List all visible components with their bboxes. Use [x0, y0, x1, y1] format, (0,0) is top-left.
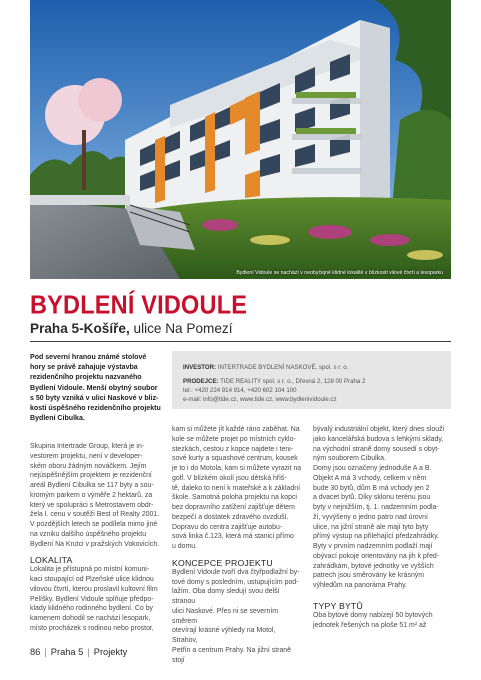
text-line: ží, vyvýšeny o jedno patro nad úrovní [313, 513, 428, 521]
text-line: je to i do Motola, kam si můžete vyrazit na [172, 465, 302, 472]
text-line: areál Bydlení Cibulka se 117 byty a sou- [30, 482, 154, 489]
text-line: Petřín a centrum Prahy. Na jižní straně stojí [172, 646, 292, 664]
text-line: u domu. [172, 543, 198, 550]
column-2 [172, 425, 302, 665]
section-heading-koncepce: KONCEPCE PROJEKTU [172, 557, 273, 568]
phone-line: tel.: +420 224 914 914, +420 602 104 100 [183, 387, 297, 394]
text-line: klady klidného rodinného bydlení. Co by [30, 605, 154, 613]
hero-photo [30, 0, 451, 279]
footer-separator: | [44, 647, 47, 657]
text-line: Objekt A má 3 vchody, celkem v něm [313, 474, 427, 482]
text-line: zahrádkám, bytové jednotky ve vyšších [313, 562, 434, 570]
text-line: žela I. cenu v soutěži Best of Realty 2001. [30, 511, 160, 519]
sales-label: PRODEJCE: [183, 378, 219, 385]
text-line: ným souborem Cibulka. [313, 455, 386, 463]
text-line: vilovou čtvrtí, kterou proslavil kultovní film [30, 585, 158, 593]
text-line: obývací pokoje orientovány na jih k před- [313, 552, 440, 560]
text-line: tové domy s posledním, ustupujícím pod- [172, 578, 299, 586]
lead-line: rezidenčního projektu nazvaného [30, 374, 142, 382]
text-line: Pelíšky. Bydlení Vidoule splňuje předpo- [30, 595, 154, 603]
paragraph-intro [30, 442, 172, 549]
lead-line: s 50 byty vzniká v ulici Naskové v bliz- [30, 394, 159, 402]
article-subtitle [30, 316, 451, 342]
sales-value: TIDE REALITY spol. s r. o., Dřevná 2, 128 00 Praha 2 [218, 378, 366, 385]
text-line: kole se můžete projet po místních cyklo- [172, 435, 296, 443]
text-line: V pozdějších letech se podílela mimo jiné [30, 521, 158, 528]
investor-value: INTERTRADE BYDLENÍ NASKOVÉ, spol. s r. o. [216, 364, 349, 371]
text-line: a dvacet bytů. Díky sklonu terénu jsou [313, 494, 431, 502]
text-line: Bydlení Na Krutci v pražských Vokovicích. [30, 540, 160, 548]
investor-label: INVESTOR: [183, 364, 217, 371]
text-line: na východní straně domy sousedí s obyt- [313, 445, 440, 453]
text-line: Byty v prvním nadzemním podlaží mají [313, 543, 433, 550]
text-line: ulice, na jižní straně ale mají tyto byty [313, 523, 429, 531]
text-line: sová linka č.123, která má stanici přímo [172, 533, 294, 541]
text-line: škole. Samotná poloha projektu na kopci [172, 494, 297, 502]
text-line: bez dopravního zatížení zajišťuje dětem [172, 504, 295, 511]
text-line: stezkách, cestou z kopce najdete i teni- [172, 445, 294, 453]
footer-separator: | [87, 647, 90, 657]
text-line: kromým parkem o výměře 2 hektarů, za [30, 491, 153, 499]
text-line: Bydlení Vidoule tvoří dva čtyřpodlažní by- [172, 568, 300, 576]
contact-info-box [172, 351, 451, 409]
section-heading-typy-bytu: TYPY BYTŮ [313, 600, 363, 611]
email-line: e-mail: info@tide.cz, www.tide.cz, www.bydlenividoule.cz [183, 396, 337, 403]
lead-line: Pod severní hranou známé stolové [30, 354, 147, 361]
page-footer [30, 647, 127, 657]
text-line: tě, daleko to není k mateřské a k základní [172, 484, 301, 492]
text-line: který ve spolupráci s Metrostavem obdr- [30, 501, 154, 509]
section-name: Projekty [93, 647, 128, 657]
location-district: Praha 5-Košíře, [30, 321, 130, 336]
article-title: BYDLENÍ VIDOULE [30, 290, 248, 320]
lead-line: kosti úspěšného rezidenčního projektu [30, 405, 161, 413]
text-line: ulici Naskové. Přes ni se severním směrem [172, 607, 279, 625]
text-line: sové kurty a squashové centrum, kousek [172, 455, 298, 463]
text-line: Skupina Intertrade Group, která je in- [30, 443, 145, 450]
building-illustration [30, 0, 451, 279]
location-street: ulice Na Pomezí [129, 321, 233, 336]
text-line: golf. V blízkém okolí jsou dětská hřiš- [172, 474, 287, 482]
column-3 [313, 425, 451, 630]
text-line: otevírají krásné výhledy na Motol, Strahov, [172, 627, 276, 644]
text-line: jako kancelářská budova s lehkými sklady, [313, 435, 444, 443]
text-line: ském oboru žádným nováčkem. Jejím [30, 462, 147, 470]
column-1 [30, 442, 172, 634]
text-line: Domy jsou označeny jednoduše A a B. [313, 465, 432, 472]
text-line: lažím. Oba domy sledují svou delší stranou [172, 588, 280, 605]
lead-line: Bydlení Cibulka. [30, 415, 85, 423]
text-line: bezpečí a dostatek zdravého ovzduší. [172, 513, 289, 521]
text-line: kaci stoupající od Plzeňské ulice klidnou [30, 576, 154, 583]
text-line: bude 30 bytů, dům B má vchody jen 2 [313, 484, 430, 492]
text-line: Oba bytové domy nabízejí 50 bytových [313, 611, 433, 619]
lead-line: Bydlení Vidoule. Menší obytný soubor [30, 384, 158, 392]
text-line: bývalý industriální objekt, který dnes slouží [313, 426, 445, 433]
paragraph-typy-bytu [313, 611, 451, 631]
text-line: byty v nejnižším, tj. 1. nadzemním podla- [313, 504, 439, 511]
page-number: 86 [30, 647, 41, 657]
text-line: patrech jsou směrovány ke krásným [313, 572, 425, 580]
text-line: kamenem dohodil se nachází lesopark, [30, 615, 151, 622]
text-line: kam si můžete jít každé ráno zaběhat. Na [172, 426, 300, 433]
text-line: Dopravu do centra zajišťuje autobu- [172, 523, 283, 531]
magazine-name: Praha 5 [50, 647, 84, 657]
paragraph-koncepce [172, 568, 302, 666]
text-line: výhledům na panoráma Prahy. [313, 582, 407, 589]
lead-line: hory se právě zahajuje výstavba [30, 364, 138, 372]
text-line: vestorem projektu, není v developer- [30, 452, 143, 460]
text-line: Lokalita je přístupná po místní komuni- [30, 566, 150, 574]
paragraph-intro [313, 425, 451, 591]
text-line: na vzniku dalšího úspěšného projektu [30, 530, 147, 538]
paragraph-lokalita [30, 565, 172, 633]
lead-paragraph [30, 353, 174, 424]
section-heading-lokalita: LOKALITA [30, 555, 73, 566]
paragraph-intro [172, 425, 302, 552]
sales-row [183, 378, 365, 385]
text-line: přímý výstup na přilehající předzahrádky. [313, 533, 439, 541]
photo-caption: Bydlení Vidoule se nachází v neobyčejně klidné lokalitě v blízkosti vilové čtvrti a lesoparku [236, 270, 443, 276]
text-line: nejúspěšnějším projektem je rezidenční [30, 472, 152, 480]
text-line: místo procházek s rodinou nebo prostor, [30, 624, 154, 632]
text-line: jednotek řešených na ploše 51 m² až [313, 621, 427, 629]
investor-row [183, 364, 348, 371]
